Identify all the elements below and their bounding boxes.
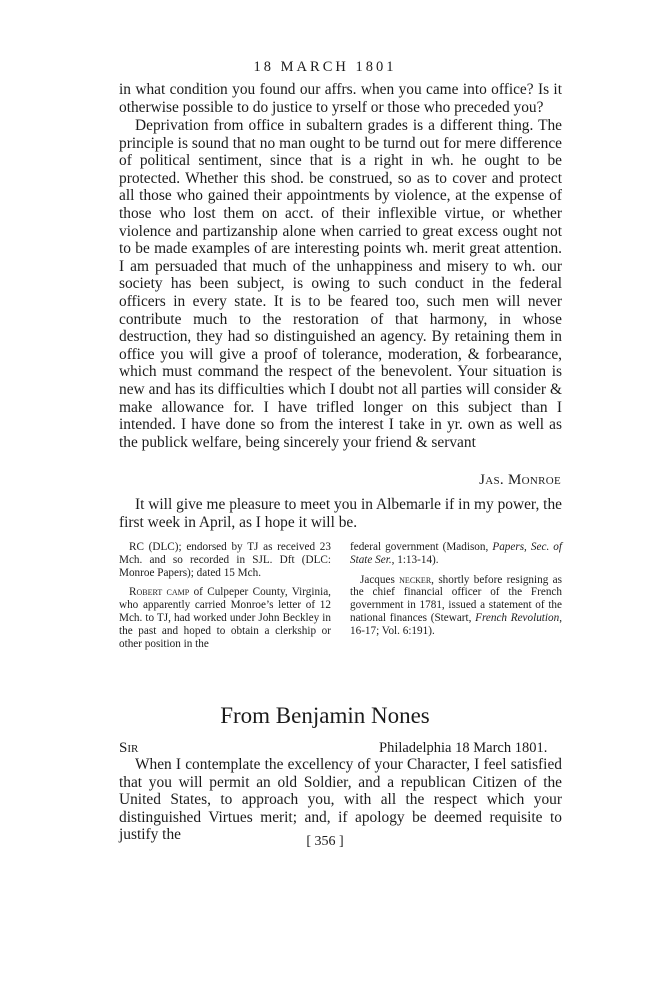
salutation: Sir [119,740,139,756]
notes-column-left [119,541,331,657]
note-necker-name: necker [399,573,432,586]
note-continuation-text: federal government (Madison, [350,541,493,553]
letter-paragraph-2: Deprivation from office in subaltern grades is a different thing. The principle is sound that no man ought to be turnd out for mere difference of political sentiment, since that is a right in wh. he ought to be protected. Whether this shod. be construed, so as to cover and protect all those who gained their appointments by violence, at the expense of those who lost them on acct. of their inflexible virtue, or whether violence and partizanship alone when carried to great excess ought not to be made examples of are interesting points wh. merit great attention. I am persuaded that much of the unhappiness and misery to wh. our society has been subject, is owing to such conduct in the federal officers in every state. It is to be feared too, such men will never contribute much to the restoration of that harmony, in whose destruction, they had so distinguished an agency. By retaining them in office you will give a proof of tolerance, moderation, & forbearance, which must command the respect of the benevolent. Your situation is new and has its difficulties which I doubt not all parties will consider & make allowance for. I have trifled longer on this subject than I intended. I have done so from the interest I take in yr. own as well as the publick welfare, being sincerely your friend & servant [119,117,562,451]
signature: Jas. Monroe [479,472,561,488]
note-continuation-title: Papers, Sec. of State Ser. [350,541,562,566]
letter-paragraph-1: in what condition you found our affrs. when you came into office? Is it otherwise possible to do justice to yrself or those who preceded you? [119,81,562,116]
note-camp-name: Robert camp [129,586,190,599]
note-camp [119,586,331,650]
note-necker [350,574,562,638]
dateline: Philadelphia 18 March 1801. [379,740,548,756]
note-camp-text: of Culpeper County, Virginia, who apparently carried Monroe’s letter of 12 Mch. to TJ, had worked under John Beckley in the past and hoped to obtain a clerkship or other position in the [119,586,331,650]
page-number: [ 356 ] [306,834,344,849]
note-source: RC (DLC); endorsed by TJ as received 23 Mch. and so recorded in SJL. Dft (DLC: Monroe Papers); dated 15 Mch. [119,541,331,579]
postscript: It will give me pleasure to meet you in Albemarle if in my power, the first week in April, as I hope it will be. [119,496,562,531]
note-continuation [350,541,562,567]
note-necker-text: , shortly before resigning as the chief financial officer of the French government in 1781, issued a statement of the national finances (Stewart, [350,573,562,624]
note-necker-title: French Revolution [475,611,560,624]
document-title: From Benjamin Nones [220,703,430,728]
note-continuation-cite: , 1:13-14). [391,553,439,566]
note-necker-cite: , 16-17; Vol. 6:191). [350,611,562,637]
running-head: 18 MARCH 1801 [253,59,397,75]
note-necker-first: Jacques [360,573,400,586]
opening-paragraph: When I contemplate the excellency of your Character, I feel satisfied that you will permit an old Soldier, and a republican Citizen of the United States, to approach you, with all the respect which your distinguished Virtues merit; and, if apology be deemed requisite to justify the [119,756,562,844]
notes-column-right [350,541,562,645]
